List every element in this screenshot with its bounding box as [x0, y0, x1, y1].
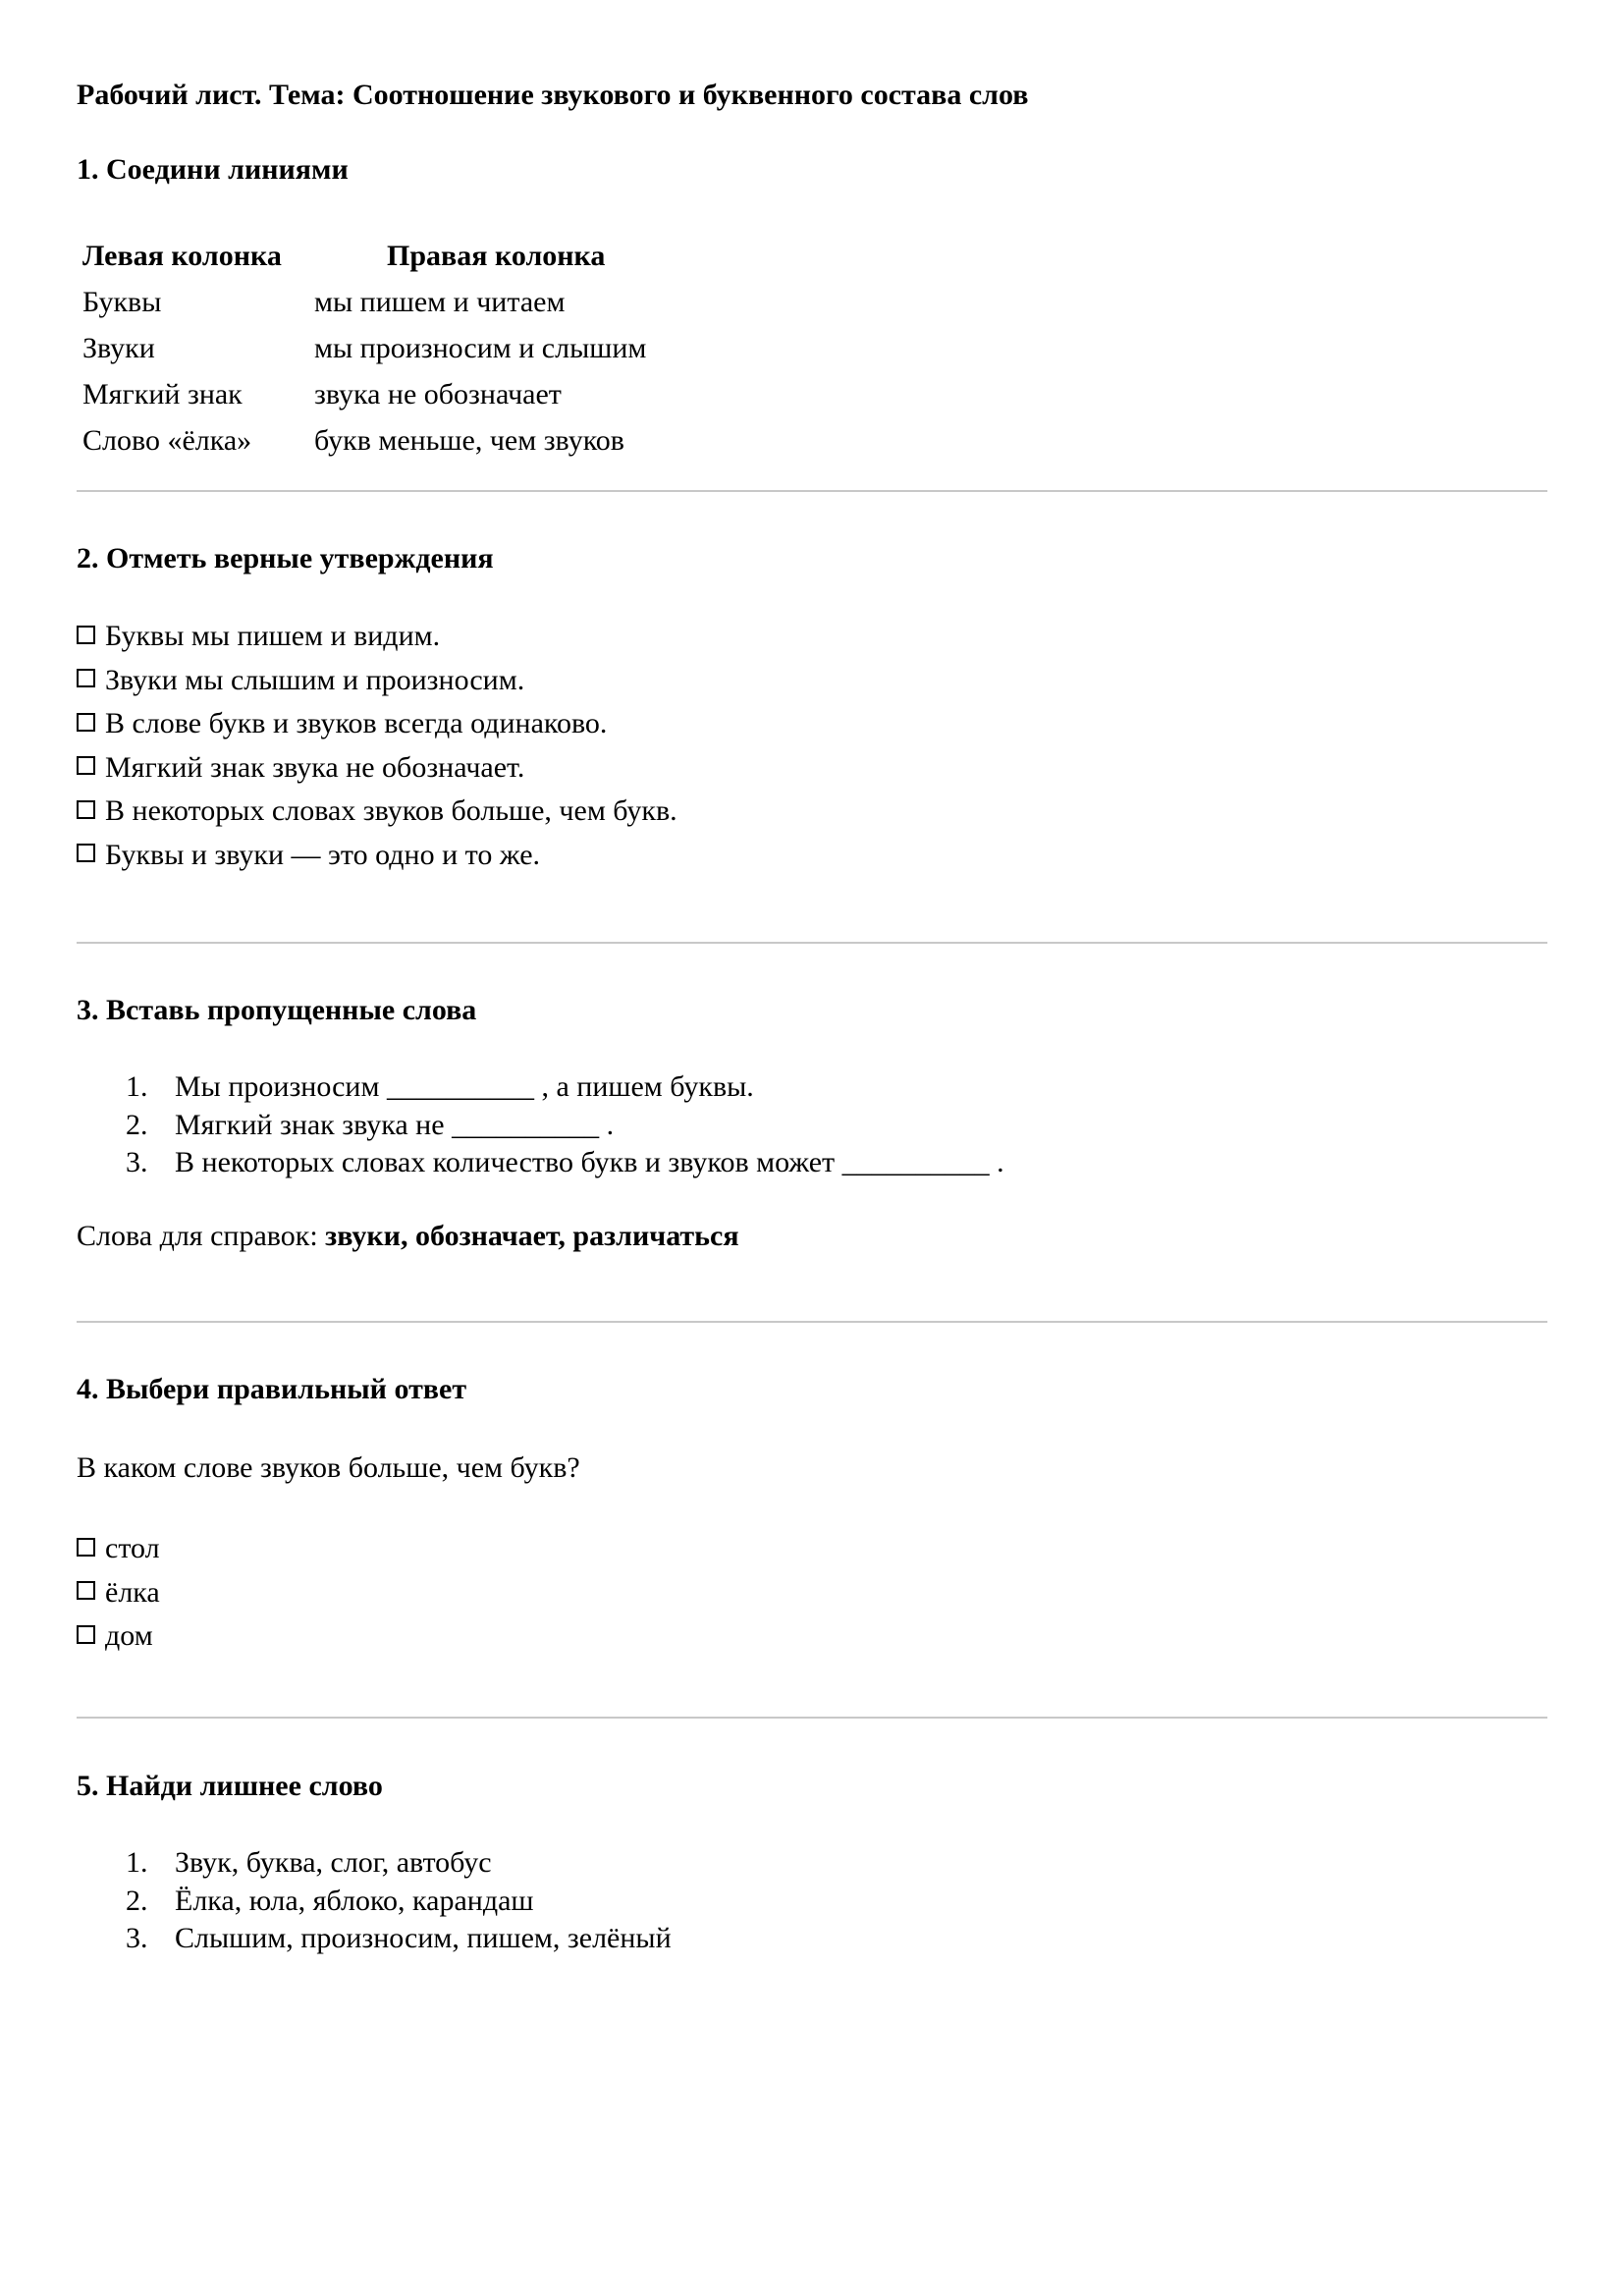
checklist-item[interactable] [77, 615, 677, 659]
list-number: 2. [126, 1108, 148, 1141]
checklist-item-label: Буквы мы пишем и видим. [105, 620, 441, 652]
checklist-item-label: Звуки мы слышим и произносим. [105, 663, 525, 696]
section1-heading: 1. Соедини линиями [77, 153, 349, 186]
checkbox-icon[interactable] [77, 1538, 95, 1557]
fill-in-item [77, 1107, 1004, 1145]
checklist-item[interactable] [77, 746, 677, 791]
checkbox-icon[interactable] [77, 1625, 95, 1644]
list-item-text[interactable]: Слышим, произносим, пишем, зелёный [175, 1922, 672, 1954]
checklist-item[interactable] [77, 702, 677, 746]
table-row [82, 417, 646, 464]
list-item [77, 1883, 672, 1921]
checkbox-icon[interactable] [77, 713, 95, 732]
question-text: В каком слове звуков больше, чем букв? [77, 1451, 580, 1484]
list-item [77, 1844, 672, 1883]
fill-in-list [77, 1068, 1004, 1182]
checklist-item[interactable] [77, 659, 677, 703]
checkbox-icon[interactable] [77, 756, 95, 775]
matching-table [82, 234, 646, 464]
list-item-text[interactable]: Звук, буква, слог, автобус [175, 1846, 492, 1879]
hint-label: Слова для справок: [77, 1220, 326, 1252]
statements-checklist [77, 615, 677, 877]
fill-in-item [77, 1144, 1004, 1182]
checklist-item[interactable] [77, 790, 677, 834]
list-number: 3. [126, 1146, 148, 1178]
match-right-item[interactable]: букв меньше, чем звуков [314, 423, 624, 457]
checklist-item-label: В некоторых словах звуков больше, чем букв. [105, 794, 677, 827]
column-header-right: Правая колонка [387, 240, 606, 272]
section5-heading: 5. Найди лишнее слово [77, 1770, 383, 1802]
fill-in-text-after: . [599, 1108, 615, 1141]
checkbox-icon[interactable] [77, 800, 95, 819]
checkbox-icon[interactable] [77, 669, 95, 687]
answer-option-label: дом [105, 1619, 153, 1652]
list-item [77, 1920, 672, 1958]
checkbox-icon[interactable] [77, 1581, 95, 1600]
table-row [82, 371, 646, 417]
hint-words-line [77, 1220, 739, 1253]
fill-in-text-before: В некоторых словах количество букв и звуков может [175, 1146, 842, 1178]
match-left-item[interactable]: Звуки [82, 331, 155, 364]
fill-in-text-after: , а пишем буквы. [533, 1070, 754, 1103]
list-number: 1. [126, 1070, 148, 1103]
checklist-item-label: Буквы и звуки — это одно и то же. [105, 838, 541, 871]
fill-in-text-before: Мягкий знак звука не [175, 1108, 453, 1141]
match-left-item[interactable]: Слово «ёлка» [82, 423, 252, 457]
answer-option[interactable] [77, 1527, 160, 1571]
checklist-item-label: Мягкий знак звука не обозначает. [105, 750, 525, 784]
answer-option-label: ёлка [105, 1575, 160, 1609]
checkbox-icon[interactable] [77, 844, 95, 862]
worksheet-title: Рабочий лист. Тема: Соотношение звукового и буквенного состава слов [77, 79, 1029, 111]
fill-in-blank[interactable]: __________ [452, 1108, 600, 1141]
section-divider [77, 490, 1547, 492]
hint-words: звуки, обозначает, различаться [325, 1220, 739, 1252]
fill-in-text-after: . [989, 1146, 1004, 1178]
match-left-item[interactable]: Мягкий знак [82, 377, 243, 410]
column-header-left: Левая колонка [82, 240, 282, 272]
section4-heading: 4. Выбери правильный ответ [77, 1373, 467, 1405]
answer-options [77, 1527, 160, 1659]
list-number: 3. [126, 1922, 148, 1954]
fill-in-blank[interactable]: __________ [841, 1146, 990, 1178]
answer-option[interactable] [77, 1614, 160, 1659]
checklist-item[interactable] [77, 834, 677, 878]
list-item-text[interactable]: Ёлка, юла, яблоко, карандаш [175, 1884, 534, 1917]
answer-option-label: стол [105, 1532, 160, 1564]
list-number: 2. [126, 1884, 148, 1917]
section-divider [77, 1717, 1547, 1719]
checklist-item-label: В слове букв и звуков всегда одинаково. [105, 707, 608, 739]
answer-option[interactable] [77, 1571, 160, 1615]
section2-heading: 2. Отметь верные утверждения [77, 542, 494, 574]
table-row [82, 325, 646, 371]
odd-word-list [77, 1844, 672, 1958]
checkbox-icon[interactable] [77, 626, 95, 644]
match-right-item[interactable]: мы произносим и слышим [314, 331, 647, 364]
table-row [82, 279, 646, 325]
fill-in-item [77, 1068, 1004, 1107]
section-divider [77, 1321, 1547, 1323]
fill-in-blank[interactable]: __________ [386, 1070, 534, 1103]
section3-heading: 3. Вставь пропущенные слова [77, 994, 477, 1026]
fill-in-text-before: Мы произносим [175, 1070, 387, 1103]
match-right-item[interactable]: звука не обозначает [314, 377, 562, 410]
match-right-item[interactable]: мы пишем и читаем [314, 285, 566, 318]
list-number: 1. [126, 1846, 148, 1879]
match-left-item[interactable]: Буквы [82, 285, 162, 318]
section-divider [77, 942, 1547, 944]
